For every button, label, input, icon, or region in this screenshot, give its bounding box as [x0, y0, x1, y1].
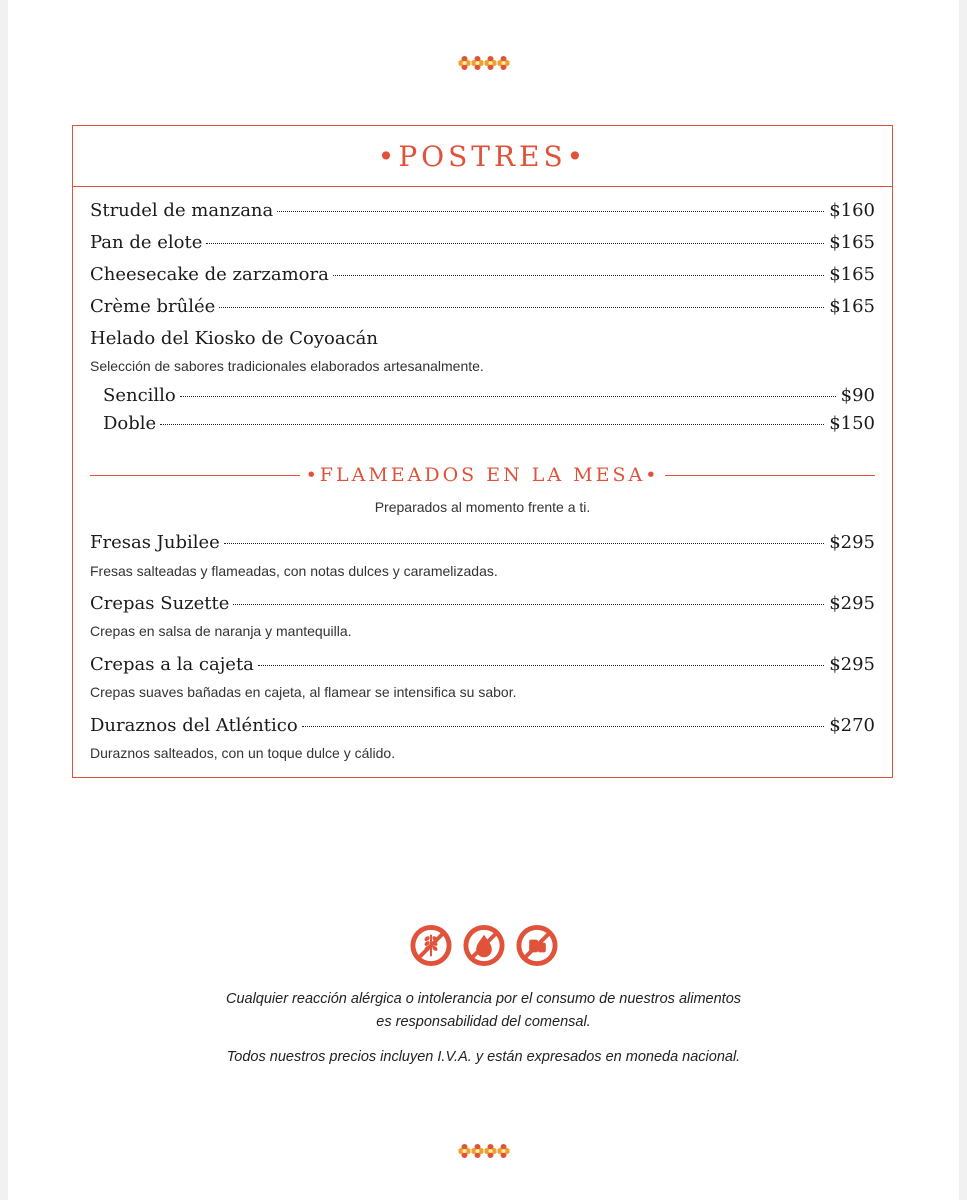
no-gluten-icon — [408, 923, 453, 968]
disclaimer-line: Cualquier reacción alérgica o intolerancia por el consumo de nuestros alimentos — [225, 991, 742, 1007]
item-price: $165 — [829, 232, 875, 253]
postres-header — [73, 126, 892, 187]
menu-item — [90, 593, 875, 615]
dot-leader — [333, 275, 824, 276]
dot-leader — [233, 604, 824, 605]
no-soy-icon — [514, 923, 559, 968]
menu-item — [90, 532, 875, 554]
item-name: Crepas Suzette — [90, 593, 230, 614]
helado-item — [90, 328, 875, 350]
option-name: Doble — [103, 413, 157, 434]
item-price: $165 — [829, 264, 875, 285]
allergy-disclaimer — [8, 988, 959, 1034]
flower-ornament-top — [458, 56, 509, 70]
item-price: $270 — [829, 715, 875, 736]
divider-line — [665, 475, 875, 476]
no-dairy-icon — [461, 923, 506, 968]
flameados-divider — [90, 464, 875, 486]
flameados-subtitle: Preparados al momento frente a ti. — [374, 499, 591, 515]
flower-ornament-bottom — [458, 1144, 509, 1158]
flower-icon — [484, 56, 496, 70]
menu-item — [90, 715, 875, 737]
item-price: $165 — [829, 296, 875, 317]
item-description: Fresas salteadas y flameadas, con notas dulces y caramelizadas. — [90, 563, 498, 579]
item-description: Duraznos salteados, con un toque dulce y cálido. — [90, 745, 396, 761]
item-description: Crepas en salsa de naranja y mantequilla. — [90, 623, 352, 639]
item-name: Fresas Jubilee — [90, 532, 220, 553]
option-price: $90 — [840, 385, 875, 406]
item-name: Pan de elote — [90, 232, 203, 253]
option-price: $150 — [829, 413, 875, 434]
allergen-icons — [408, 923, 559, 968]
dot-leader — [219, 307, 824, 308]
dot-leader — [258, 665, 824, 666]
flower-icon — [484, 1144, 496, 1158]
item-price: $295 — [829, 532, 875, 553]
dot-leader — [277, 211, 824, 212]
item-price: $160 — [829, 200, 875, 221]
item-price: $295 — [829, 654, 875, 675]
item-name: Helado del Kiosko de Coyoacán — [90, 328, 378, 349]
section-title: •POSTRES• — [377, 139, 588, 173]
postres-menu-box — [72, 125, 893, 778]
flower-icon — [471, 1144, 483, 1158]
helado-option — [90, 385, 875, 407]
item-name: Duraznos del Atléntico — [90, 715, 298, 736]
flower-icon — [497, 1144, 509, 1158]
item-name: Strudel de manzana — [90, 200, 274, 221]
item-name: Crepas a la cajeta — [90, 654, 254, 675]
item-description: Crepas suaves bañadas en cajeta, al flamear se intensifica su sabor. — [90, 684, 517, 700]
item-price: $295 — [829, 593, 875, 614]
dot-leader — [224, 543, 824, 544]
dot-leader — [302, 726, 824, 727]
divider-line — [90, 475, 300, 476]
disclaimer-line: es responsabilidad del comensal. — [376, 1014, 591, 1030]
option-name: Sencillo — [103, 385, 176, 406]
flower-icon — [458, 56, 470, 70]
menu-item — [90, 296, 875, 318]
menu-item — [90, 264, 875, 286]
menu-item — [90, 232, 875, 254]
flower-icon — [497, 56, 509, 70]
menu-item — [90, 200, 875, 222]
flower-icon — [458, 1144, 470, 1158]
dot-leader — [180, 396, 836, 397]
menu-page — [8, 0, 959, 1200]
dot-leader — [206, 243, 824, 244]
flower-icon — [471, 56, 483, 70]
price-disclaimer: Todos nuestros precios incluyen I.V.A. y están expresados en moneda nacional. — [226, 1049, 741, 1065]
item-name: Crème brûlée — [90, 296, 216, 317]
helado-option — [90, 413, 875, 435]
dot-leader — [160, 424, 824, 425]
item-description: Selección de sabores tradicionales elaborados artesanalmente. — [90, 358, 484, 374]
menu-item — [90, 654, 875, 676]
flameados-title: •FLAMEADOS EN LA MESA• — [305, 464, 660, 486]
item-name: Cheesecake de zarzamora — [90, 264, 329, 285]
